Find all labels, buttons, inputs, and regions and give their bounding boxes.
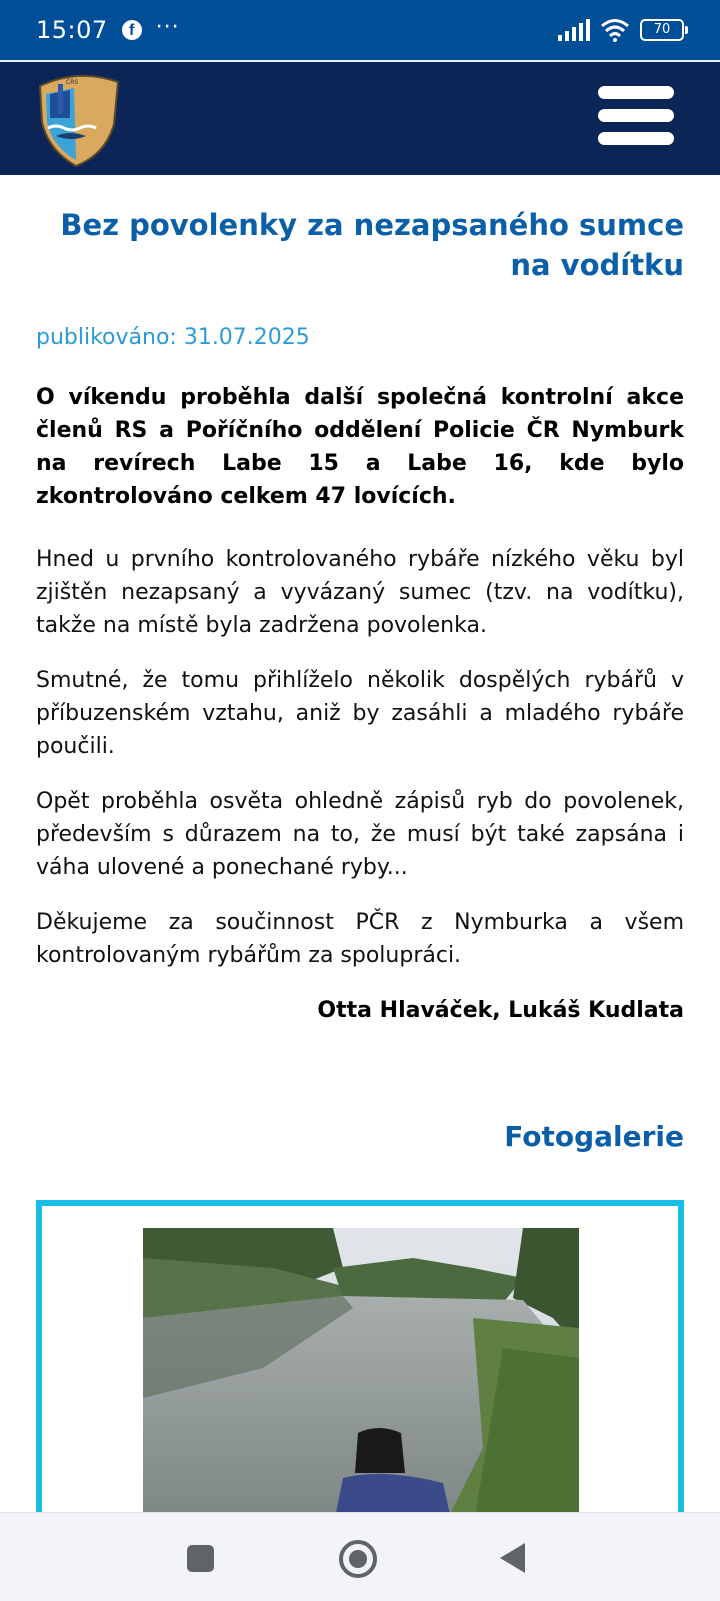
article-paragraph: Smutné, že tomu přihlíželo několik dospělých rybářů v příbuzenském vztahu, aniž by zasáhli a mladého rybáře poučili. — [36, 668, 684, 759]
menu-line-icon — [598, 109, 674, 122]
menu-line-icon — [598, 86, 674, 99]
svg-text:ČRS: ČRS — [66, 79, 79, 86]
article-paragraph: Děkujeme za součinnost PČR z Nymburka a všem kontrolovaným rybářům za spolupráci. — [36, 910, 684, 968]
published-date: publikováno: 31.07.2025 — [36, 325, 310, 350]
clock: 15:07 — [36, 16, 108, 44]
article-paragraph: Opět proběhla osvěta ohledně zápisů ryb do povolenek, především s důrazem na to, že musí být také zapsána i váha ulovené a ponechané ryby... — [36, 789, 684, 880]
site-header — [0, 62, 720, 175]
gallery-frame[interactable] — [36, 1200, 684, 1530]
battery-icon: 70 — [640, 19, 684, 41]
article-title: Bez povolenky za nezapsaného sumce na vodítku — [60, 208, 684, 282]
article-paragraph: Hned u prvního kontrolovaného rybáře nízkého věku byl zjištěn nezapsaný a vyvázaný sumec (tzv. na vodítku), takže na místě byla zadržena povolenka. — [36, 547, 684, 638]
article — [36, 175, 684, 1027]
home-icon[interactable] — [339, 1540, 377, 1578]
status-bar-left — [36, 16, 180, 44]
signal-icon — [558, 19, 590, 41]
cesky-rybarsky-svaz-logo-icon[interactable] — [36, 72, 120, 167]
back-icon[interactable] — [500, 1543, 525, 1573]
more-dots-icon: ··· — [155, 14, 180, 40]
article-lead: O víkendu proběhla další společná kontrolní akce členů RS a Poříčního oddělení Policie ČR Nymburk na revírech Labe 15 a Labe 16, kde bylo zkontrolováno celkem 47 lovících. — [36, 385, 684, 509]
status-bar-right — [558, 18, 684, 42]
article-authors: Otta Hlaváček, Lukáš Kudlata — [317, 998, 684, 1023]
wifi-icon — [600, 18, 630, 42]
menu-line-icon — [598, 132, 674, 145]
facebook-icon: f — [122, 20, 142, 40]
hamburger-menu-button[interactable] — [598, 86, 676, 150]
gallery-photo[interactable] — [143, 1228, 579, 1528]
status-bar — [0, 0, 720, 60]
system-navigation-bar — [0, 1512, 720, 1601]
recent-apps-icon[interactable] — [187, 1545, 214, 1572]
gallery-title: Fotogalerie — [504, 1120, 684, 1153]
